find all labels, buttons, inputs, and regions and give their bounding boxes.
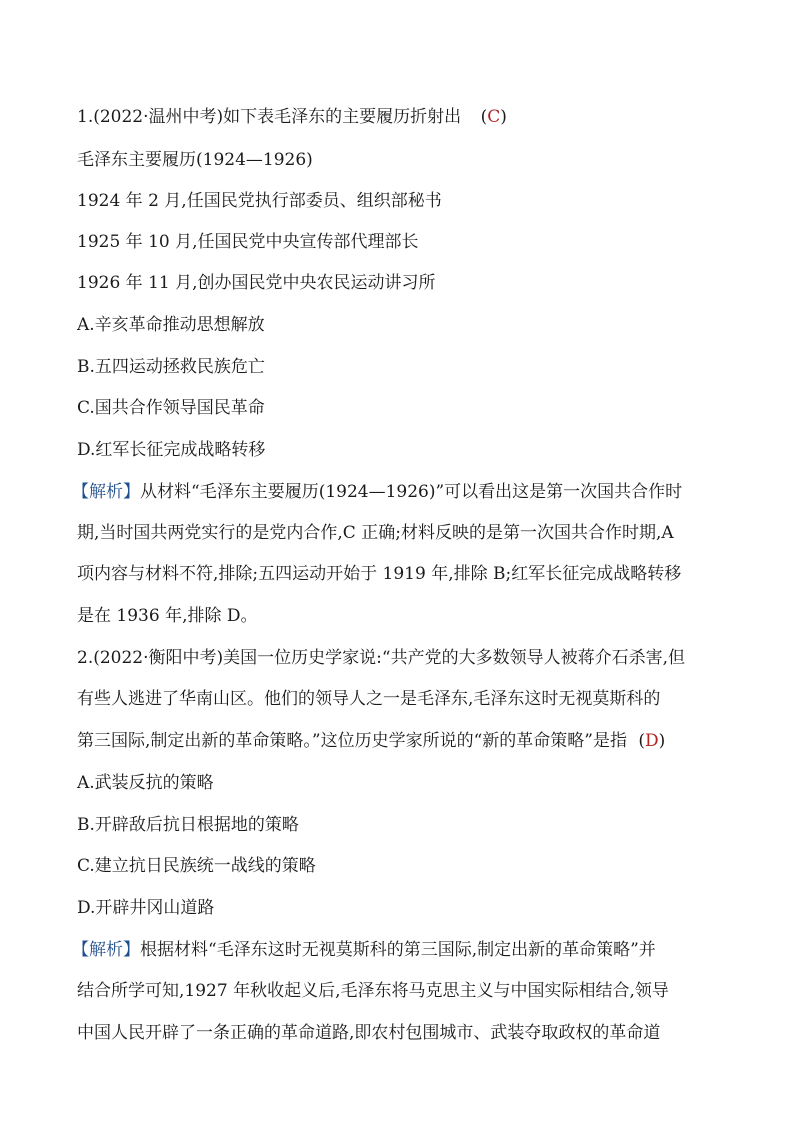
q2-stem-line-2: 有些人逃进了华南山区。他们的领导人之一是毛泽东,毛泽东这时无视莫斯科的 [77, 689, 661, 709]
q1-answer-bracket: (C) [480, 107, 507, 127]
q2-analysis-line-1: 【解析】根据材料“毛泽东这时无视莫斯科的第三国际,制定出新的革命策略”并 [72, 940, 656, 960]
q1-option-c: C.国共合作领导国民革命 [77, 398, 265, 418]
q2-analysis-line-2: 结合所学可知,1927 年秋收起义后,毛泽东将马克思主义与中国实际相结合,领导 [77, 981, 669, 1001]
q1-stem [77, 107, 507, 127]
q1-option-d: D.红军长征完成战略转移 [77, 440, 266, 460]
q2-stem-line-1: 2.(2022·衡阳中考)美国一位历史学家说:“共产党的大多数领导人被蒋介石杀害,但 [77, 648, 685, 668]
q1-analysis-line-4: 是在 1936 年,排除 D。 [77, 606, 258, 626]
q1-row-2: 1925 年 10 月,任国民党中央宣传部代理部长 [77, 232, 419, 252]
q2-answer-bracket: (D) [638, 731, 666, 751]
q2-analysis-line-3: 中国人民开辟了一条正确的革命道路,即农村包围城市、武装夺取政权的革命道 [77, 1023, 661, 1043]
q1-table-title: 毛泽东主要履历(1924—1926) [77, 150, 313, 170]
q1-row-1: 1924 年 2 月,任国民党执行部委员、组织部秘书 [77, 191, 442, 211]
q2-answer: D [645, 731, 659, 751]
q2-analysis-label: 【解析】 [72, 940, 140, 960]
q1-option-a: A.辛亥革命推动思想解放 [77, 315, 265, 335]
q1-analysis-line-1: 【解析】从材料“毛泽东主要履历(1924—1926)”可以看出这是第一次国共合作时 [72, 482, 683, 502]
q2-stem-line-3: 第三国际,制定出新的革命策略。”这位历史学家所说的“新的革命策略”是指 (D) [77, 731, 666, 751]
q2-option-d: D.开辟井冈山道路 [77, 898, 215, 918]
q1-stem-text: 1.(2022·温州中考)如下表毛泽东的主要履历折射出 [77, 107, 462, 127]
q1-analysis-line-2: 期,当时国共两党实行的是党内合作,C 正确;材料反映的是第一次国共合作时期,A [77, 523, 674, 543]
q1-answer: C [487, 107, 501, 127]
q2-option-b: B.开辟敌后抗日根据地的策略 [77, 815, 299, 835]
q1-option-b: B.五四运动拯救民族危亡 [77, 357, 265, 377]
q1-row-3: 1926 年 11 月,创办国民党中央农民运动讲习所 [77, 273, 436, 293]
q2-option-c: C.建立抗日民族统一战线的策略 [77, 856, 316, 876]
q2-option-a: A.武装反抗的策略 [77, 773, 214, 793]
q1-analysis-label: 【解析】 [72, 482, 140, 502]
q1-analysis-line-3: 项内容与材料不符,排除;五四运动开始于 1919 年,排除 B;红军长征完成战略转移 [77, 564, 682, 584]
